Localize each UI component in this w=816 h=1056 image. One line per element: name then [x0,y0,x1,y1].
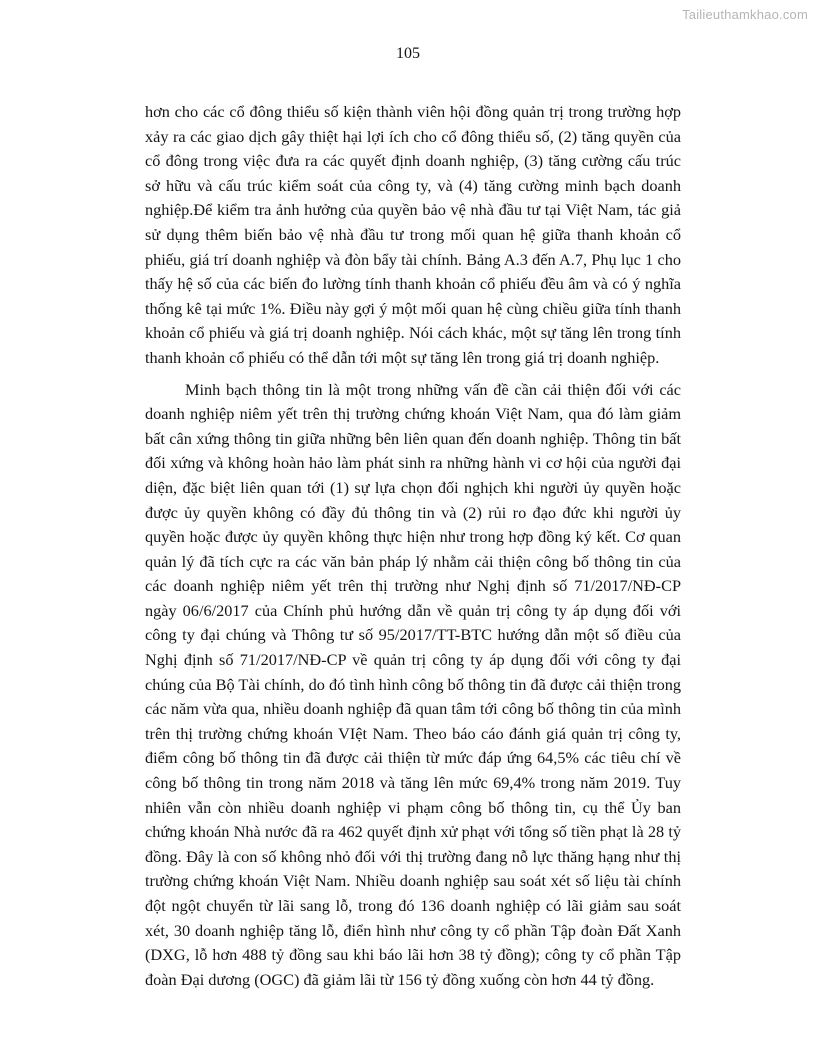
watermark: Tailieuthamkhao.com [682,7,808,22]
document-body [145,100,681,999]
page-number: 105 [396,45,420,62]
paragraph-2: Minh bạch thông tin là một trong những vấn đề cần cải thiện đối với các doanh nghiệp niêm yết trên thị trường chứng khoán Việt Nam, qua đó làm giảm bất cân xứng thông tin giữa những bên liên quan đến doanh nghiệp. Thông tin bất đối xứng và không hoàn hảo làm phát sinh ra những hành vi cơ hội của người đại diện, đặc biệt liên quan tới (1) sự lựa chọn đối nghịch khi người ủy quyền hoặc được ủy quyền không có đầy đủ thông tin và (2) rủi ro đạo đức khi người ủy quyền hoặc được ủy quyền không thực hiện như trong hợp đồng ký kết. Cơ quan quản lý đã tích cực ra các văn bản pháp lý nhằm cải thiện công bố thông tin của các doanh nghiệp niêm yết trên thị trường như Nghị định số 71/2017/NĐ-CP ngày 06/6/2017 của Chính phủ hướng dẫn về quản trị công ty áp dụng đối với công ty đại chúng và Thông tư số 95/2017/TT-BTC hướng dẫn một số điều của Nghị định số 71/2017/NĐ-CP về quản trị công ty áp dụng đối với công ty đại chúng của Bộ Tài chính, do đó tình hình công bố thông tin đã được cải thiện trong các năm vừa qua, nhiều doanh nghiệp đã quan tâm tới công bố thông tin của mình trên thị trường chứng khoán VIệt Nam. Theo báo cáo đánh giá quản trị công ty, điểm công bố thông tin đã được cải thiện từ mức đáp ứng 64,5% các tiêu chí về công bố thông tin trong năm 2018 và tăng lên mức 69,4% trong năm 2019. Tuy nhiên vẫn còn nhiều doanh nghiệp vi phạm công bố thông tin, cụ thể Ủy ban chứng khoán Nhà nước đã ra 462 quyết định xử phạt với tổng số tiền phạt là 28 tỷ đồng. Đây là con số không nhỏ đối với thị trường đang nỗ lực thăng hạng như thị trường chứng khoán Việt Nam. Nhiều doanh nghiệp sau soát xét số liệu tài chính đột ngột chuyển từ lãi sang lỗ, trong đó 136 doanh nghiệp có lãi giảm sau soát xét, 30 doanh nghiệp tăng lỗ, điển hình như công ty cổ phần Tập đoàn Đất Xanh (DXG, lỗ hơn 488 tỷ đồng sau khi báo lãi hơn 38 tỷ đồng); công ty cổ phần Tập đoàn Đại dương (OGC) đã giảm lãi từ 156 tỷ đồng xuống còn hơn 44 tỷ đồng. [145,379,681,989]
paragraph-1: hơn cho các cổ đông thiểu số kiện thành viên hội đồng quản trị trong trường hợp xảy ra các giao dịch gây thiệt hại lợi ích cho cổ đông thiểu số, (2) tăng quyền của cổ đông trong việc đưa ra các quyết định doanh nghiệp, (3) tăng cường cấu trúc sở hữu và cấu trúc kiểm soát của công ty, và (4) tăng cường minh bạch doanh nghiệp.Để kiểm tra ảnh hưởng của quyền bảo vệ nhà đầu tư tại Việt Nam, tác giả sử dụng thêm biến bảo vệ nhà đầu tư trong mối quan hệ giữa thanh khoản cổ phiếu, giá trí doanh nghiệp và đòn bẩy tài chính. Bảng A.3 đến A.7, Phụ lục 1 cho thấy hệ số của các biến đo lường tính thanh khoản cổ phiếu đều âm và có ý nghĩa thống kê tại mức 1%. Điều này gợi ý một mối quan hệ cùng chiều giữa tính thanh khoản cổ phiếu và giá trị doanh nghiệp. Nói cách khác, một sự tăng lên trong tính thanh khoản cổ phiếu có thể dẫn tới một sự tăng lên trong giá trị doanh nghiệp. [145,102,681,367]
